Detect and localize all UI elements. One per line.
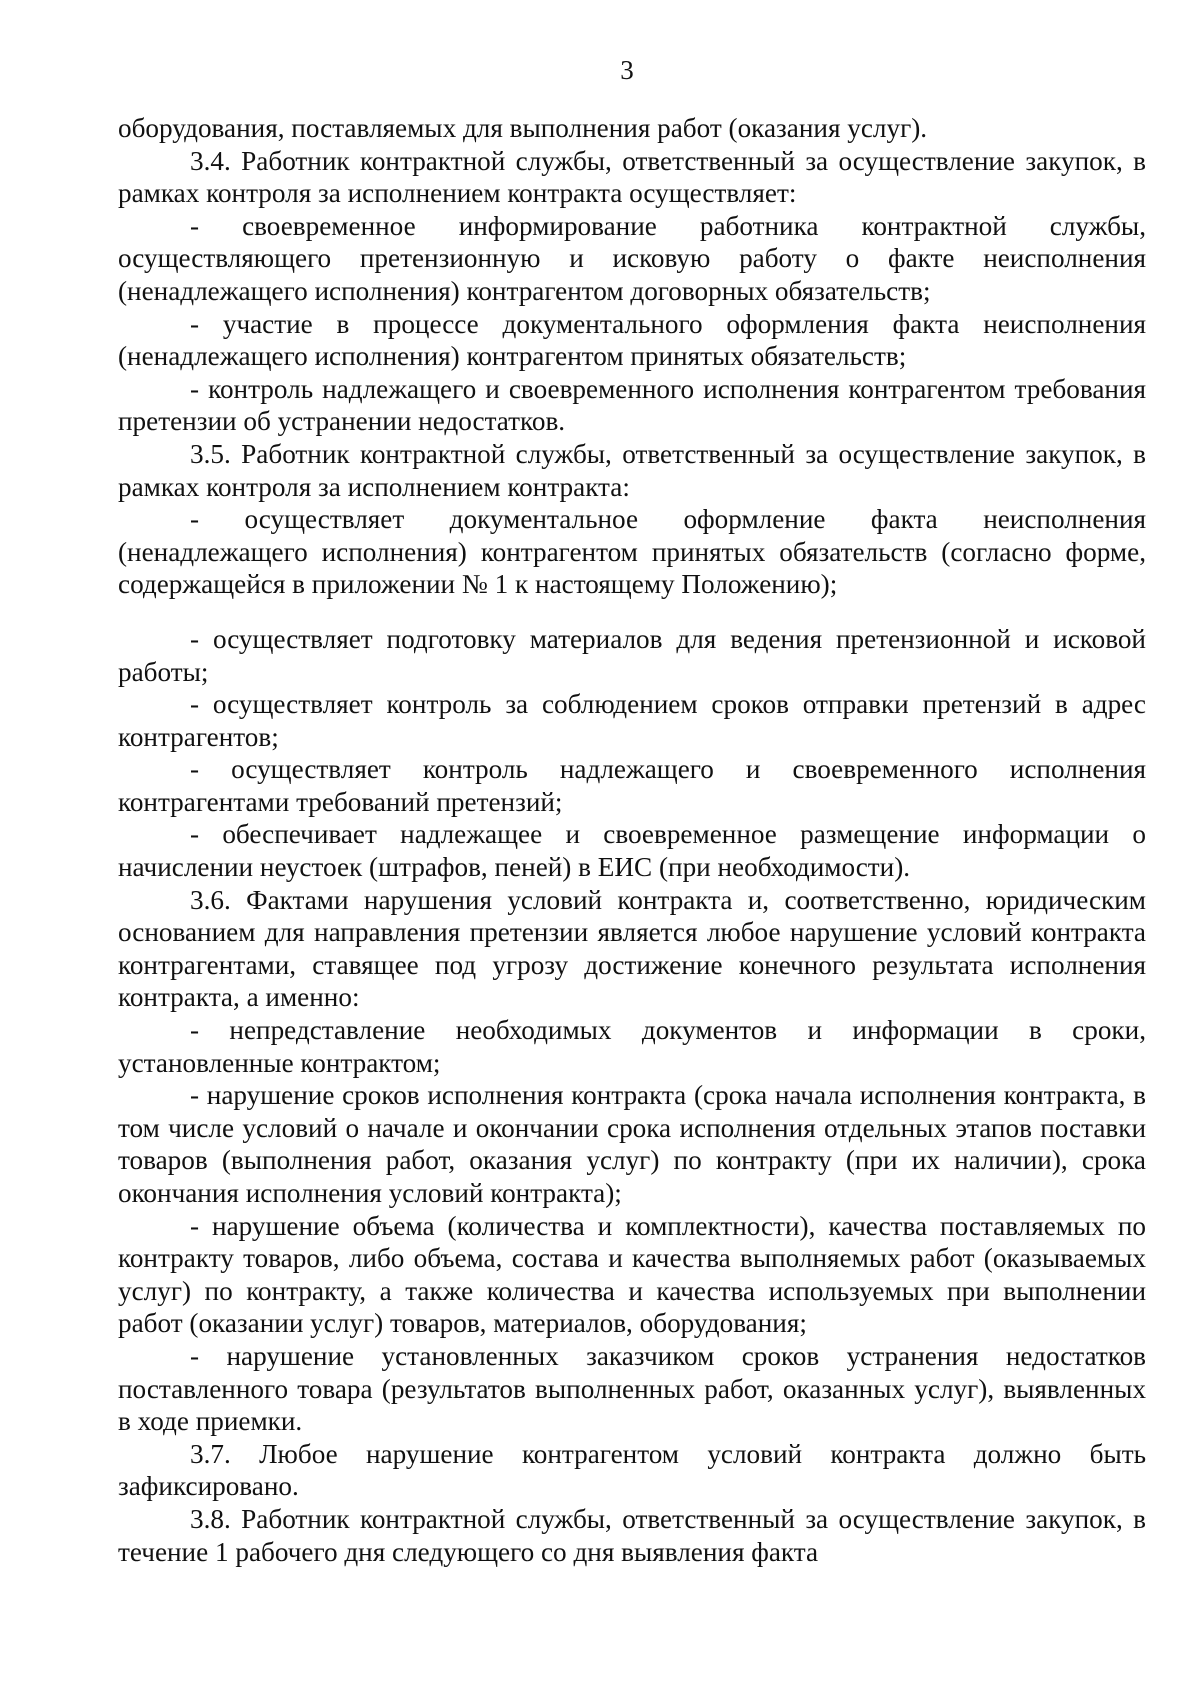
list-item: - нарушение объема (количества и комплектности), качества поставляемых по контракту товаров, либо объема, состава и качества выполняемых работ (оказываемых услуг) по контракту, а также количества и качества используемых при выполнении работ (оказании услуг) товаров, материалов, оборудования; — [118, 1210, 1146, 1339]
paragraph-3-5: 3.5. Работник контрактной службы, ответственный за осуществление закупок, в рамках контроля за исполнением контракта: — [118, 438, 1146, 502]
list-item: - контроль надлежащего и своевременного исполнения контрагентом требования претензии об устранении недостатков. — [118, 373, 1146, 437]
list-item: - осуществляет документальное оформление факта неисполнения (ненадлежащего исполнения) контрагентом принятых обязательств (согласно форме, содержащейся в приложении № 1 к настоящему Положению); — [118, 504, 1146, 600]
list-item: - своевременное информирование работника контрактной службы, осуществляющего претензионную и исковую работу о факте неисполнения (ненадлежащего исполнения) контрагентом договорных обязательств; — [118, 210, 1146, 306]
paragraph-3-8: 3.8. Работник контрактной службы, ответственный за осуществление закупок, в течение 1 рабочего дня следующего со дня выявления факта — [118, 1503, 1146, 1567]
list-item: - осуществляет контроль надлежащего и своевременного исполнения контрагентами требований претензий; — [118, 754, 1146, 817]
paragraph-continuation: оборудования, поставляемых для выполнения работ (оказания услуг). — [118, 113, 928, 143]
page-number: 3 — [620, 55, 634, 85]
list-item: - участие в процессе документального оформления факта неисполнения (ненадлежащего исполнения) контрагентом принятых обязательств; — [118, 308, 1146, 372]
list-item: - нарушение сроков исполнения контракта (срока начала исполнения контракта, в том числе условий о начале и окончании срока исполнения отдельных этапов поставки товаров (выполнения работ, оказания услуг) по контракту (при их наличии), срока окончания исполнения условий контракта); — [118, 1080, 1146, 1208]
document-body — [118, 112, 1146, 1568]
list-item: - непредставление необходимых документов и информации в сроки, установленные контрактом; — [118, 1015, 1146, 1078]
list-item: - осуществляет подготовку материалов для ведения претензионной и исковой работы; — [118, 623, 1146, 687]
list-item: - нарушение установленных заказчиком сроков устранения недостатков поставленного товара (результатов выполненных работ, оказанных услуг), выявленных в ходе приемки. — [118, 1340, 1146, 1437]
paragraph-3-7: 3.7. Любое нарушение контрагентом условий контракта должно быть зафиксировано. — [118, 1438, 1146, 1502]
paragraph-3-4: 3.4. Работник контрактной службы, ответственный за осуществление закупок, в рамках контроля за исполнением контракта осуществляет: — [118, 145, 1146, 209]
list-item: - обеспечивает надлежащее и своевременное размещение информации о начислении неустоек (штрафов, пеней) в ЕИС (при необходимости). — [118, 819, 1146, 883]
paragraph-3-6: 3.6. Фактами нарушения условий контракта и, соответственно, юридическим основанием для направления претензии является любое нарушение условий контракта контрагентами, ставящее под угрозу достижение конечного результата исполнения контракта, а именно: — [118, 884, 1146, 1013]
list-item: - осуществляет контроль за соблюдением сроков отправки претензий в адрес контрагентов; — [118, 689, 1146, 752]
